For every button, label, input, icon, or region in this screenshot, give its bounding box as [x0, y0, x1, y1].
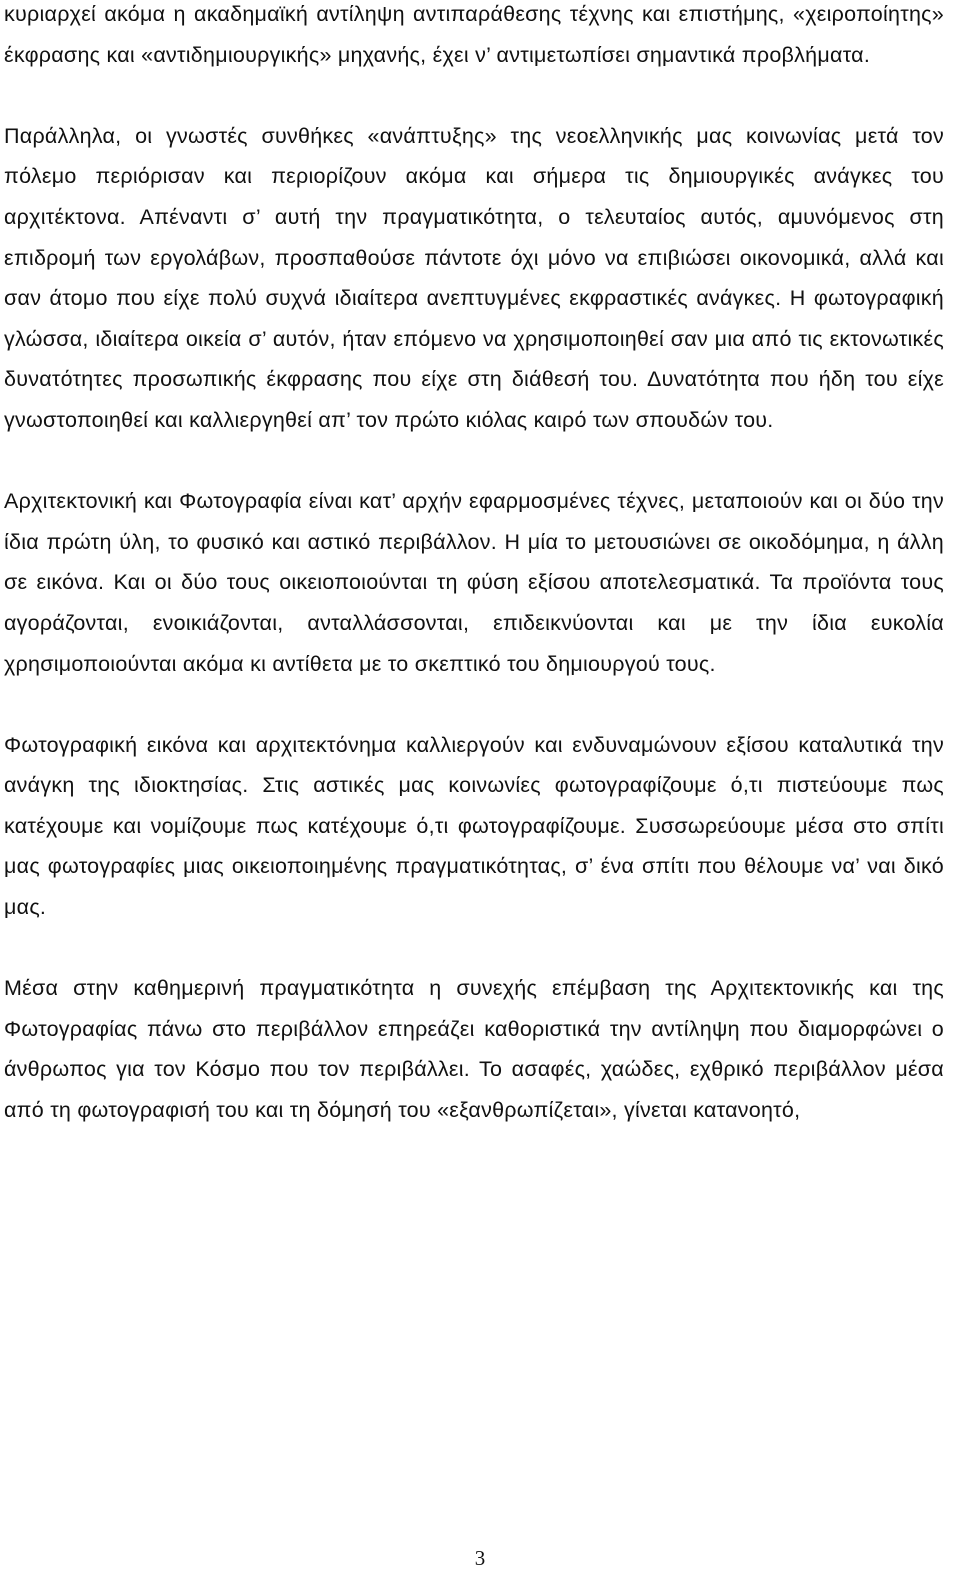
paragraph-1: κυριαρχεί ακόμα η ακαδημαϊκή αντίληψη αντιπαράθεσης τέχνης και επιστήμης, «χειροποίητης» έκφρασης και «αντιδημιουργικής» μηχανής, έχει ν’ αντιμετωπίσει σημαντικά προβλήματα. — [4, 2, 944, 67]
paragraph-3: Αρχιτεκτονική και Φωτογραφία είναι κατ’ αρχήν εφαρμοσμένες τέχνες, μεταποιούν και οι δύο την ίδια πρώτη ύλη, το φυσικό και αστικό περιβάλλον. Η μία το μετουσιώνει σε οικοδόμημα, η άλλη σε εικόνα. Και οι δύο τους οικειοποιούνται τη φύση εξίσου αποτελεσματικά. Τα προϊόντα τους αγοράζονται, ενοικιάζονται, ανταλλάσσονται, επιδεικνύονται και με την ίδια ευκολία χρησιμοποιούνται ακόμα κι αντίθετα με το σκεπτικό του δημιουργού τους. — [4, 489, 944, 676]
page-number: 3 — [474, 1546, 486, 1570]
paragraph-2: Παράλληλα, οι γνωστές συνθήκες «ανάπτυξης» της νεοελληνικής μας κοινωνίας μετά τον πόλεμο περιόρισαν και περιορίζουν ακόμα και σήμερα τις δημιουργικές ανάγκες του αρχιτέκτονα. Απέναντι σ’ αυτή την πραγματικότητα, ο τελευταίος αυτός, αμυνόμενος στη επιδρομή των εργολάβων, προσπαθούσε πάντοτε όχι μόνο να επιβιώσει οικονομικά, αλλά και σαν άτομο που είχε πολύ συχνά ιδιαίτερα ανεπτυγμένες εκφραστικές ανάγκες. Η φωτογραφική γλώσσα, ιδιαίτερα οικεία σ’ αυτόν, ήταν επόμενο να χρησιμοποιηθεί σαν μια από τις εκτονωτικές δυνατότητες προσωπικής έκφρασης που είχε στη διάθεσή του. Δυνατότητα που ήδη του είχε γνωστοποιηθεί και καλλιεργηθεί απ’ τον πρώτο κιόλας καιρό των σπουδών του. — [4, 123, 944, 432]
paragraph-4: Φωτογραφική εικόνα και αρχιτεκτόνημα καλλιεργούν και ενδυναμώνουν εξίσου καταλυτικά την ανάγκη της ιδιοκτησίας. Στις αστικές μας κοινωνίες φωτογραφίζουμε ό,τι πιστεύουμε πως κατέχουμε και νομίζουμε πως κατέχουμε ό,τι φωτογραφίζουμε. Συσσωρεύουμε μέσα στο σπίτι μας φωτογραφίες μιας οικειοποιημένης πραγματικότητας, σ’ ένα σπίτι που θέλουμε να’ ναι δικό μας. — [4, 732, 944, 920]
paragraph-5: Μέσα στην καθημερινή πραγματικότητα η συνεχής επέμβαση της Αρχιτεκτονικής και της Φωτογραφίας πάνω στο περιβάλλον επηρεάζει καθοριστικά την αντίληψη που διαμορφώνει ο άνθρωπος για τον Κόσμο που τον περιβάλλει. Το ασαφές, χαώδες, εχθρικό περιβάλλον μέσα από τη φωτογραφισή του και τη δόμησή του «εξανθρωπίζεται», γίνεται κατανοητό, — [4, 976, 944, 1123]
body-text — [4, 0, 944, 1131]
